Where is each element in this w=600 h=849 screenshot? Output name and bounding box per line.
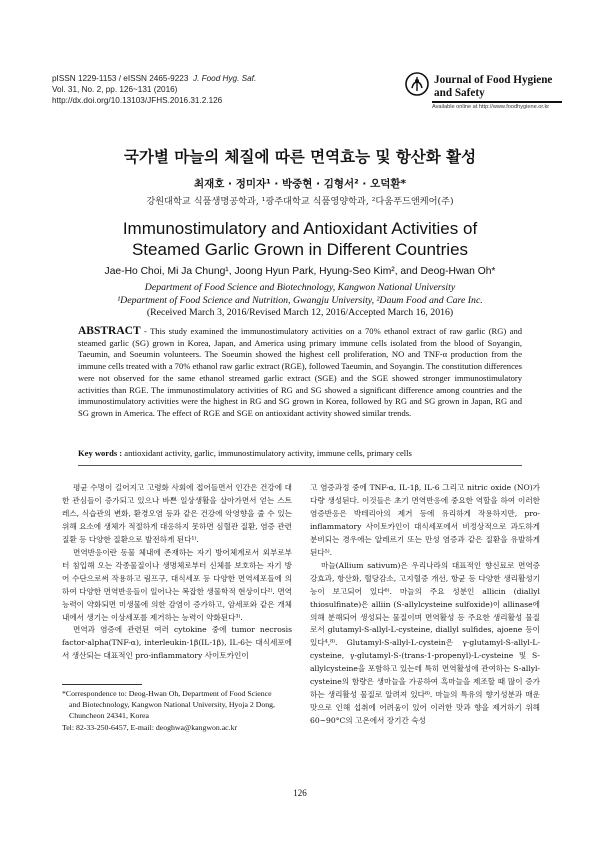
abstract-label: ABSTRACT bbox=[78, 325, 141, 337]
footnote-line: Chuncheon 24341, Korea bbox=[69, 711, 149, 721]
affiliation-2: ¹Department of Food Science and Nutrition, Gwangju University, ²Daum Food and Care Inc. bbox=[117, 295, 483, 306]
keywords-label: Key words : bbox=[78, 448, 123, 458]
submission-dates: (Received March 3, 2016/Revised March 12, 2016/Accepted March 16, 2016) bbox=[146, 307, 454, 318]
journal-url[interactable]: Available online at http://www.foodhygiene.or.kr bbox=[432, 104, 550, 110]
journal-logo-icon bbox=[405, 72, 429, 96]
journal-name-line-2: and Safety bbox=[434, 87, 485, 99]
keywords bbox=[78, 448, 522, 458]
journal-divider bbox=[432, 101, 562, 103]
korean-authors: 최재호 · 정미자¹ · 박중현 · 김형서² · 오덕환* bbox=[193, 178, 407, 190]
footnote-divider bbox=[62, 684, 142, 685]
english-title bbox=[0, 218, 600, 260]
footnote-contact: Tel: 82-33-250-6457, E-mail: deoghwa@kangwon.ac.kr bbox=[62, 722, 238, 732]
affiliation-1: Department of Food Science and Biotechnology, Kangwon National University bbox=[144, 282, 456, 293]
keywords-text: antioxidant activity, garlic, immunostimulatory activity, immune cells, primary cells bbox=[122, 448, 412, 458]
english-authors: Jae-Ho Choi, Mi Ja Chung¹, Joong Hyun Park, Hyung-Seo Kim², and Deog-Hwan Oh* bbox=[104, 266, 496, 277]
doi-link[interactable]: http://dx.doi.org/10.13103/JFHS.2016.31.2.126 bbox=[52, 96, 223, 105]
body-column-right bbox=[310, 482, 540, 728]
volume-line: Vol. 31, No. 2, pp. 126~131 (2016) bbox=[52, 85, 178, 94]
journal-name bbox=[434, 74, 552, 100]
korean-affiliations: 강원대학교 식품생명공학과, ¹광주대학교 식품영양학과, ²다움푸드앤케어(주) bbox=[146, 196, 454, 207]
journal-citation-block bbox=[52, 73, 352, 106]
body-paragraph: 마늘(Allium sativum)은 우리나라의 대표적인 향신료로 면역증강효과, 항산화, 혈당감소, 고지혈증 개선, 항균 등 다양한 생리활성기능이 보고되어 있다⁶⁾. 마늘의 주요 성분인 allicin (diallyl thiosulfinate)은 alliin (S-allylcysteine sulfoxide)이 allinase에 의해 분해되어 생성되는 물질이며 면역활성 등 주요한 생리활성 물질로서 glutamyl-S-allyl-L-cysteine, diallyl sulfides, ajoene 등이 있다⁴,⁸⁾. Glutamyl-S-allyl-L-cystein은 γ-glutamyl-S-allyl-L-cysteine, γ-glutamyl-S-(trans-1-propenyl)-L-cysteine 및 S-allylcysteine을 포함하고 있는데 특히 면역활성에 관여하는 S-allyl-cysteine의 함량은 생마늘을 가공하여 흑마늘을 제조할 때 많이 증가하는 생리활성 물질로 알려져 있다⁸⁾. 마늘의 특유의 향기성분과 매운 맛으로 인해 섭취에 어려움이 있어 이러한 맛과 향을 제거하기 위해 60~90°C의 고온에서 장기간 숙성 bbox=[310, 560, 540, 726]
footnote-line: and Biotechnology, Kangwon National University, Hyoja 2 Dong, bbox=[69, 700, 276, 710]
body-paragraph: 평균 수명이 길어지고 고령화 사회에 접어들면서 인간은 건강에 대한 관심들이 증가되고 있으나 바쁜 일상생활을 살아가면서 얻는 스트레스, 식습관의 변화, 환경오염 등과 같은 건강에 악영향을 줄 수 있는 위해 요소에 생체가 적절하게 대응하지 못하면 심혈관 질환, 염증 관련 질환 등 다양한 질환으로 발전하게 된다¹⁾. bbox=[62, 483, 292, 544]
correspondence-footnote bbox=[62, 688, 294, 733]
english-affiliations bbox=[0, 281, 600, 307]
body-paragraph: 면역과 염증에 관련된 여러 cytokine 중에 tumor necrosis factor-alpha(TNF-α), interleukin-1β(IL-1β), IL-6는 대식세포에서 생산되는 대표적인 pro-inflammatory 사이토카인이 bbox=[62, 625, 292, 661]
english-title-line-1: Immunostimulatory and Antioxidant Activities of bbox=[122, 219, 478, 238]
abstract-text: - This study examined the immunostimulatory activities on a 70% ethanol extract of raw garlic (RG) and steamed garlic (SG) grown in Korea, Japan, and America using primary immune cells isolated from the blood of Soyangin, Taeumin, and Soeumin volunteers. The Soeumin showed the highest cell proliferation, NO and TNF-α production from the immune cells treated with a 70% ethanol raw garlic extract (RGE), followed Taeumin, and Soyangin. The constitution differences were not observed for the same ethanol streamed garlic extract (SGE) and the SGE showed stronger immunostimulatory activities than RGE. The immunostimulatory activities of RG and SG showed a significant difference among countries and the immunostimulatory activities were the highest in RG and SG grown in Korea, followed by RG and SG grown in Japan, RG and SG grown in America. The effect of RGE and SGE on antioxidant activity showed similar trends. bbox=[78, 326, 522, 418]
issn-line: pISSN 1229-1153 / eISSN 2465-9223 bbox=[52, 74, 189, 83]
abstract-divider bbox=[78, 465, 522, 466]
body-paragraph: 면역반응이란 동물 체내에 존재하는 자기 방어체계로서 외부로부터 침입해 오는 각종물질이나 생명체로부터 신체를 보호하는 자기 방어 수단으로써 작용하고 림프구, 대식세포 등 다양한 면역세포들에 의하여 다양한 면역반응들이 일어나는 복잡한 생물학적 현상이다²⁾. 면역능력이 약화되면 미생물에 의한 감염이 증가하고, 암세포와 같은 개체 내에서 생기는 이상세포를 제거하는 능력이 약화된다³⁾. bbox=[62, 547, 292, 622]
korean-title: 국가별 마늘의 체질에 따른 면역효능 및 항산화 활성 bbox=[123, 148, 477, 166]
body-column-left bbox=[62, 482, 292, 663]
footnote-line: *Correspondence to: Deog-Hwan Oh, Department of Food Science bbox=[62, 689, 272, 698]
page-number: 126 bbox=[293, 788, 307, 798]
journal-abbrev: J. Food Hyg. Saf. bbox=[192, 74, 257, 83]
body-paragraph: 고 염증과정 중에 TNF-α, IL-1β, IL-6 그리고 nitric oxide (NO)가 다량 생성된다. 이것들은 초기 면역반응에 중요한 역할을 하여 이러한 염증반응은 박테리아의 제거 등에 유리하게 작용하지만, pro-inflammatory 사이토카인이 대식세포에서 비정상적으로 과도하게 분비되는 경우에는 알레르기 또는 만성 염증과 같은 질환을 유발하게 된다⁵⁾. bbox=[310, 483, 540, 557]
abstract bbox=[78, 326, 522, 420]
journal-name-line-1: Journal of Food Hygiene bbox=[434, 74, 553, 86]
english-title-line-2: Steamed Garlic Grown in Different Countries bbox=[131, 240, 469, 259]
